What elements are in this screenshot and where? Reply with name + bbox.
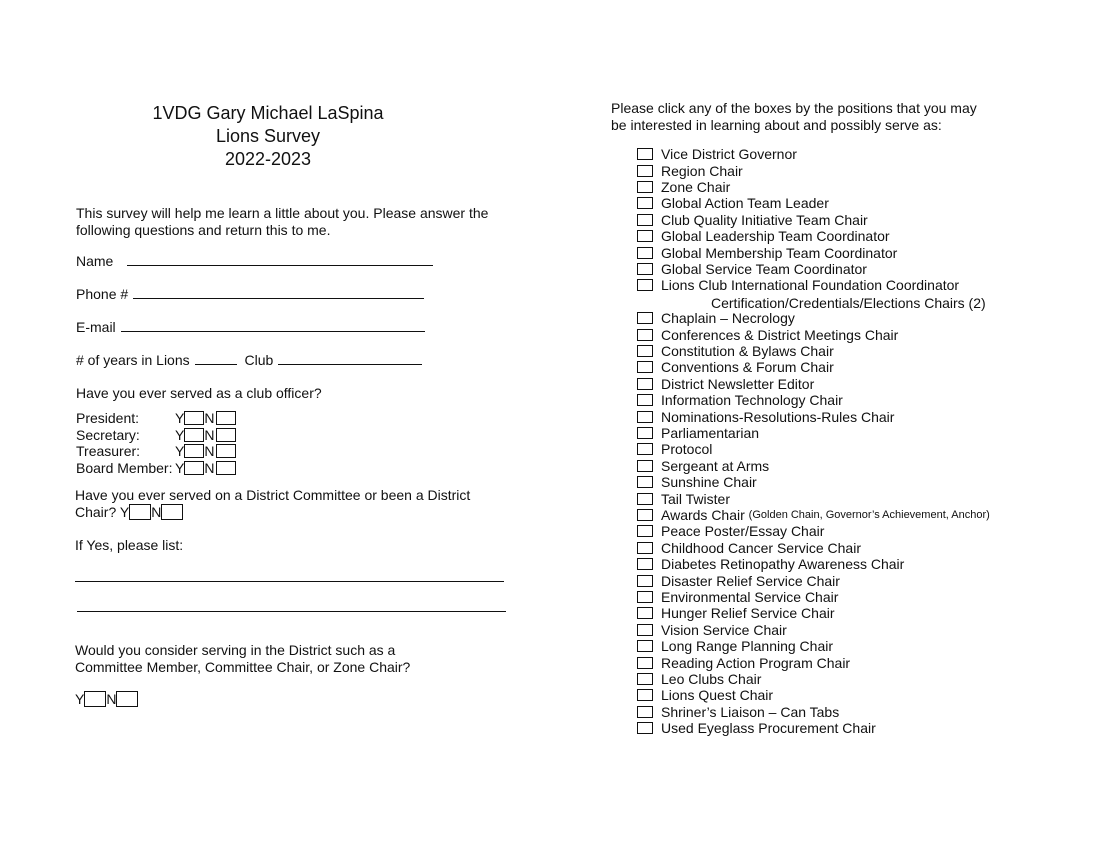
consider-line-2: Committee Member, Committee Chair, or Zone Chair? bbox=[75, 659, 411, 675]
position-item bbox=[637, 605, 835, 621]
position-item bbox=[637, 244, 897, 260]
position-checkbox[interactable] bbox=[637, 263, 653, 275]
position-label: Shriner’s Liaison – Can Tabs bbox=[661, 703, 840, 720]
email-field-row bbox=[76, 318, 425, 336]
email-field[interactable] bbox=[121, 318, 425, 332]
position-label: Global Leadership Team Coordinator bbox=[661, 228, 890, 245]
role-label: Treasurer: bbox=[76, 443, 141, 459]
position-label: Information Technology Chair bbox=[661, 392, 843, 409]
position-item bbox=[637, 622, 787, 638]
position-checkbox[interactable] bbox=[637, 624, 653, 636]
list-line-1[interactable] bbox=[75, 581, 504, 582]
position-label: Club Quality Initiative Team Chair bbox=[661, 211, 868, 228]
position-item bbox=[637, 212, 868, 228]
position-checkbox[interactable] bbox=[637, 542, 653, 554]
secretary-no-checkbox[interactable] bbox=[216, 428, 236, 442]
position-checkbox[interactable] bbox=[637, 247, 653, 259]
position-label: Conventions & Forum Chair bbox=[661, 359, 834, 376]
board-member-no-checkbox[interactable] bbox=[216, 461, 236, 475]
position-label: Lions Club International Foundation Coordinator bbox=[661, 277, 960, 294]
position-checkbox[interactable] bbox=[637, 279, 653, 291]
position-label: Peace Poster/Essay Chair bbox=[661, 523, 825, 540]
position-label: Chaplain – Necrology bbox=[661, 310, 795, 327]
position-checkbox[interactable] bbox=[637, 509, 653, 521]
position-label: Tail Twister bbox=[661, 490, 730, 507]
role-label: President: bbox=[76, 410, 140, 426]
email-label: E-mail bbox=[76, 319, 116, 335]
yes-label: Y bbox=[175, 426, 185, 443]
years-label: # of years in Lions bbox=[76, 352, 190, 368]
position-item bbox=[637, 474, 757, 490]
position-checkbox[interactable] bbox=[637, 689, 653, 701]
position-checkbox[interactable] bbox=[637, 591, 653, 603]
position-label: Vice District Governor bbox=[661, 146, 797, 163]
role-label: Board Member: bbox=[76, 459, 173, 476]
position-item bbox=[637, 720, 876, 736]
position-label: Environmental Service Chair bbox=[661, 588, 839, 605]
officer-row-board-member bbox=[76, 460, 236, 477]
position-checkbox[interactable] bbox=[637, 657, 653, 669]
phone-label: Phone # bbox=[76, 286, 129, 302]
position-item bbox=[637, 277, 959, 293]
position-label: Protocol bbox=[661, 441, 713, 458]
position-label: Leo Clubs Chair bbox=[661, 670, 762, 687]
intro-line-2: following questions and return this to me. bbox=[76, 222, 331, 238]
survey-title bbox=[68, 102, 468, 171]
consider-yn-row bbox=[75, 691, 138, 708]
positions-intro-line-2: be interested in learning about and possibly serve as: bbox=[611, 117, 942, 133]
position-checkbox[interactable] bbox=[637, 214, 653, 226]
district-no-checkbox[interactable] bbox=[161, 504, 183, 520]
position-label: Region Chair bbox=[661, 162, 743, 179]
no-label: N bbox=[151, 504, 162, 520]
position-checkbox[interactable] bbox=[637, 525, 653, 537]
treasurer-yes-checkbox[interactable] bbox=[184, 444, 204, 458]
position-label: Conferences & District Meetings Chair bbox=[661, 326, 899, 343]
position-item bbox=[637, 195, 829, 211]
position-label: Constitution & Bylaws Chair bbox=[661, 342, 834, 359]
no-label: N bbox=[204, 459, 215, 476]
position-item bbox=[637, 408, 894, 424]
position-item bbox=[637, 523, 824, 539]
position-checkbox[interactable] bbox=[637, 558, 653, 570]
role-label: Secretary: bbox=[76, 426, 140, 443]
position-item bbox=[637, 490, 730, 506]
position-checkbox[interactable] bbox=[637, 443, 653, 455]
position-item bbox=[637, 146, 797, 162]
officer-roles bbox=[76, 410, 236, 476]
position-label: Awards Chair bbox=[661, 506, 745, 523]
position-checkbox[interactable] bbox=[637, 345, 653, 357]
position-item bbox=[637, 310, 795, 326]
position-checkbox[interactable] bbox=[637, 476, 653, 488]
no-label: N bbox=[204, 410, 215, 426]
position-item bbox=[637, 425, 759, 441]
position-checkbox[interactable] bbox=[637, 607, 653, 619]
board-member-yes-checkbox[interactable] bbox=[184, 461, 204, 475]
position-item bbox=[637, 507, 990, 523]
district-question-chair: Chair? bbox=[75, 504, 117, 520]
position-label: Global Membership Team Coordinator bbox=[661, 244, 898, 261]
position-item bbox=[637, 441, 712, 457]
position-item bbox=[637, 687, 773, 703]
title-line-2: Lions Survey bbox=[215, 126, 321, 146]
district-question bbox=[75, 487, 470, 521]
yes-label: Y bbox=[175, 443, 185, 459]
club-field[interactable] bbox=[278, 351, 422, 365]
position-label: Used Eyeglass Procurement Chair bbox=[661, 720, 876, 737]
no-label: N bbox=[204, 426, 215, 443]
position-checkbox[interactable] bbox=[637, 673, 653, 685]
positions-intro-line-1: Please click any of the boxes by the positions that you may bbox=[611, 100, 977, 116]
position-item bbox=[637, 704, 839, 720]
position-label: Parliamentarian bbox=[661, 424, 760, 441]
name-field[interactable] bbox=[127, 252, 433, 266]
position-label: Vision Service Chair bbox=[661, 621, 787, 638]
officer-row-treasurer bbox=[76, 443, 236, 460]
consider-no-checkbox[interactable] bbox=[116, 691, 138, 707]
position-label: Nominations-Resolutions-Rules Chair bbox=[661, 408, 895, 425]
position-item bbox=[637, 228, 890, 244]
position-item bbox=[637, 326, 898, 342]
positions-intro bbox=[611, 100, 977, 134]
position-item bbox=[637, 179, 730, 195]
officer-question: Have you ever served as a club officer? bbox=[76, 385, 322, 401]
position-label: District Newsletter Editor bbox=[661, 375, 815, 392]
position-label: Reading Action Program Chair bbox=[661, 654, 851, 671]
position-checkbox[interactable] bbox=[637, 361, 653, 373]
president-no-checkbox[interactable] bbox=[216, 411, 236, 425]
district-question-line-1: Have you ever served on a District Committee or been a District bbox=[75, 487, 471, 503]
officer-row-secretary bbox=[76, 427, 236, 444]
position-item bbox=[637, 343, 834, 359]
title-line-1: 1VDG Gary Michael LaSpina bbox=[152, 103, 384, 123]
position-checkbox[interactable] bbox=[637, 722, 653, 734]
position-item bbox=[637, 671, 761, 687]
position-item bbox=[637, 359, 834, 375]
position-checkbox[interactable] bbox=[637, 427, 653, 439]
position-checkbox[interactable] bbox=[637, 165, 653, 177]
years-club-row bbox=[76, 351, 422, 369]
years-field[interactable] bbox=[195, 351, 237, 365]
phone-field-row bbox=[76, 285, 424, 303]
consider-line-1: Would you consider serving in the District such as a bbox=[75, 642, 396, 658]
name-field-row bbox=[76, 252, 433, 270]
position-item bbox=[637, 458, 769, 474]
list-prompt: If Yes, please list: bbox=[75, 537, 184, 553]
phone-field[interactable] bbox=[133, 285, 424, 299]
position-label: Sergeant at Arms bbox=[661, 457, 770, 474]
secretary-yes-checkbox[interactable] bbox=[184, 428, 204, 442]
position-sub-label: Certification/Credentials/Elections Chairs (2) bbox=[711, 294, 986, 311]
position-checkbox[interactable] bbox=[637, 230, 653, 242]
position-label: Global Service Team Coordinator bbox=[661, 260, 867, 277]
position-checkbox[interactable] bbox=[637, 460, 653, 472]
club-label: Club bbox=[244, 352, 274, 368]
treasurer-no-checkbox[interactable] bbox=[216, 444, 236, 458]
position-checkbox[interactable] bbox=[637, 640, 653, 652]
position-label: Hunger Relief Service Chair bbox=[661, 605, 835, 622]
position-item bbox=[637, 638, 833, 654]
position-item bbox=[637, 162, 743, 178]
position-item bbox=[637, 376, 814, 392]
list-line-2[interactable] bbox=[77, 611, 506, 612]
position-label: Zone Chair bbox=[661, 178, 731, 195]
position-item bbox=[637, 556, 904, 572]
position-label: Sunshine Chair bbox=[661, 474, 757, 491]
position-label: Long Range Planning Chair bbox=[661, 638, 834, 655]
consider-yes-checkbox[interactable] bbox=[84, 691, 106, 707]
position-item bbox=[637, 261, 867, 277]
position-checkbox[interactable] bbox=[637, 394, 653, 406]
position-item bbox=[637, 392, 843, 408]
president-yes-checkbox[interactable] bbox=[184, 411, 204, 425]
position-checkbox[interactable] bbox=[637, 148, 653, 160]
position-item bbox=[637, 540, 861, 556]
yes-label: Y bbox=[119, 504, 130, 520]
district-yes-checkbox[interactable] bbox=[129, 504, 151, 520]
position-item bbox=[637, 572, 840, 588]
position-label: Childhood Cancer Service Chair bbox=[661, 539, 861, 556]
position-checkbox[interactable] bbox=[637, 197, 653, 209]
position-checkbox[interactable] bbox=[637, 411, 653, 423]
intro-line-1: This survey will help me learn a little about you. Please answer the bbox=[76, 205, 489, 221]
no-label: N bbox=[106, 691, 117, 707]
position-checkbox[interactable] bbox=[637, 181, 653, 193]
position-checkbox[interactable] bbox=[637, 575, 653, 587]
no-label: N bbox=[204, 443, 215, 459]
position-item bbox=[637, 589, 838, 605]
position-checkbox[interactable] bbox=[637, 312, 653, 324]
intro-text bbox=[76, 205, 488, 239]
position-label: Disaster Relief Service Chair bbox=[661, 572, 840, 589]
position-checkbox[interactable] bbox=[637, 493, 653, 505]
name-label: Name bbox=[76, 253, 114, 269]
position-label: Diabetes Retinopathy Awareness Chair bbox=[661, 556, 905, 573]
position-checkbox[interactable] bbox=[637, 378, 653, 390]
position-checkbox[interactable] bbox=[637, 706, 653, 718]
district-question-line-2 bbox=[75, 504, 470, 521]
position-item bbox=[637, 654, 850, 670]
position-label: Lions Quest Chair bbox=[661, 687, 774, 704]
consider-question bbox=[75, 642, 410, 676]
yes-label: Y bbox=[175, 410, 185, 426]
awards-note: (Golden Chain, Governor’s Achievement, Anchor) bbox=[748, 508, 990, 521]
yes-label: Y bbox=[75, 691, 85, 707]
position-checkbox[interactable] bbox=[637, 329, 653, 341]
position-label: Global Action Team Leader bbox=[661, 195, 829, 212]
title-line-3: 2022-2023 bbox=[224, 149, 312, 169]
officer-row-president bbox=[76, 410, 236, 427]
yes-label: Y bbox=[175, 459, 185, 476]
